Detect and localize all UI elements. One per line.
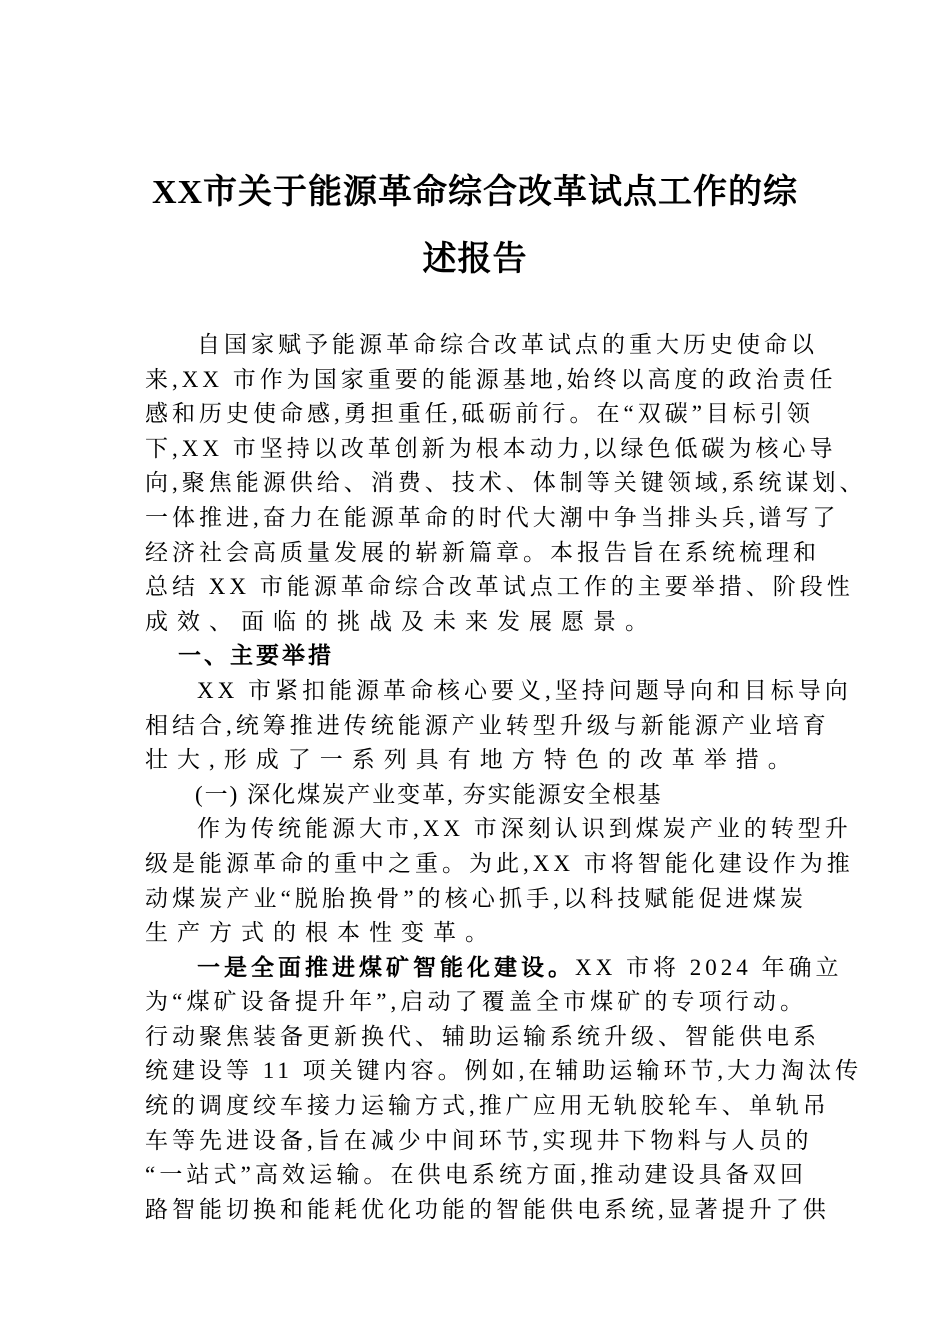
text-line [145,951,843,986]
text-line: 相结合,统筹推进传统能源产业转型升级与新能源产业培育 [145,712,830,738]
text-line: 壮大,形成了一系列具有地方特色的改革举措。 [145,747,800,773]
text-line: 经济社会高质量发展的崭新篇章。本报告旨在系统梳理和 [145,539,820,565]
text-line: 统建设等 11 项关键内容。例如,在辅助运输环节,大力淘汰传 [145,1058,863,1084]
point-lead: 一是全面推进煤矿智能化建设。 [197,954,575,980]
text-line: 下,XX 市坚持以改革创新为根本动力,以绿色低碳为核心导 [145,435,837,461]
text-line: 生产方式的根本性变革。 [145,920,497,946]
text-line: 感和历史使命感,勇担重任,砥砺前行。在“双碳”目标引领 [145,401,814,427]
intro-paragraph [145,328,867,639]
text-line: 成效、面临的挑战及未来发展愿景。 [145,608,657,634]
subsection-heading: (一) 深化煤炭产业变革, 夯实能源安全根基 [195,781,663,807]
text-line: 总结 XX 市能源革命综合改革试点工作的主要举措、阶段性 [145,574,854,600]
text-line: 车等先进设备,旨在减少中间环节,实现井下物料与人员的 [145,1127,813,1153]
text-line: XX 市紧扣能源革命核心要义,坚持问题导向和目标导向 [197,677,852,703]
document-title-line-2: 述报告 [422,241,528,278]
subsection-paragraph [145,812,854,950]
text-line: 统的调度绞车接力运输方式,推广应用无轨胶轮车、单轨吊 [145,1093,830,1119]
point-paragraph [145,951,863,1228]
text-line: 动煤炭产业“脱胎换骨”的核心抓手,以科技赋能促进煤炭 [145,885,807,911]
text-line: 作为传统能源大市,XX 市深刻认识到煤炭产业的转型升 [197,816,852,842]
document-title-line-1: XX市关于能源革命综合改革试点工作的综 [151,174,799,211]
text-line: 向,聚焦能源供给、消费、技术、体制等关键领域,系统谋划、 [145,470,867,496]
text-line: “一站式”高效运输。在供电系统方面,推动建设具备双回 [145,1162,807,1188]
text-line: 路智能切换和能耗优化功能的智能供电系统,显著提升了供 [145,1196,830,1222]
text-line: 级是能源革命的重中之重。为此,XX 市将智能化建设作为推 [145,850,854,876]
text-line: 自国家赋予能源革命综合改革试点的重大历史使命以 [197,332,818,357]
text-line: 行动聚焦装备更新换代、辅助运输系统升级、智能供电系 [145,1023,820,1049]
point-lead-rest: XX 市将 2024 年确立 [575,954,843,980]
document-body [145,328,867,1227]
text-line: 一体推进,奋力在能源革命的时代大潮中争当排头兵,谱写了 [145,504,840,530]
text-line: 为“煤矿设备提升年”,启动了覆盖全市煤矿的专项行动。 [145,989,807,1015]
section-heading: 一、主要举措 [178,643,334,669]
section-paragraph [145,674,852,778]
text-line: 来,XX 市作为国家重要的能源基地,始终以高度的政治责任 [145,366,837,392]
